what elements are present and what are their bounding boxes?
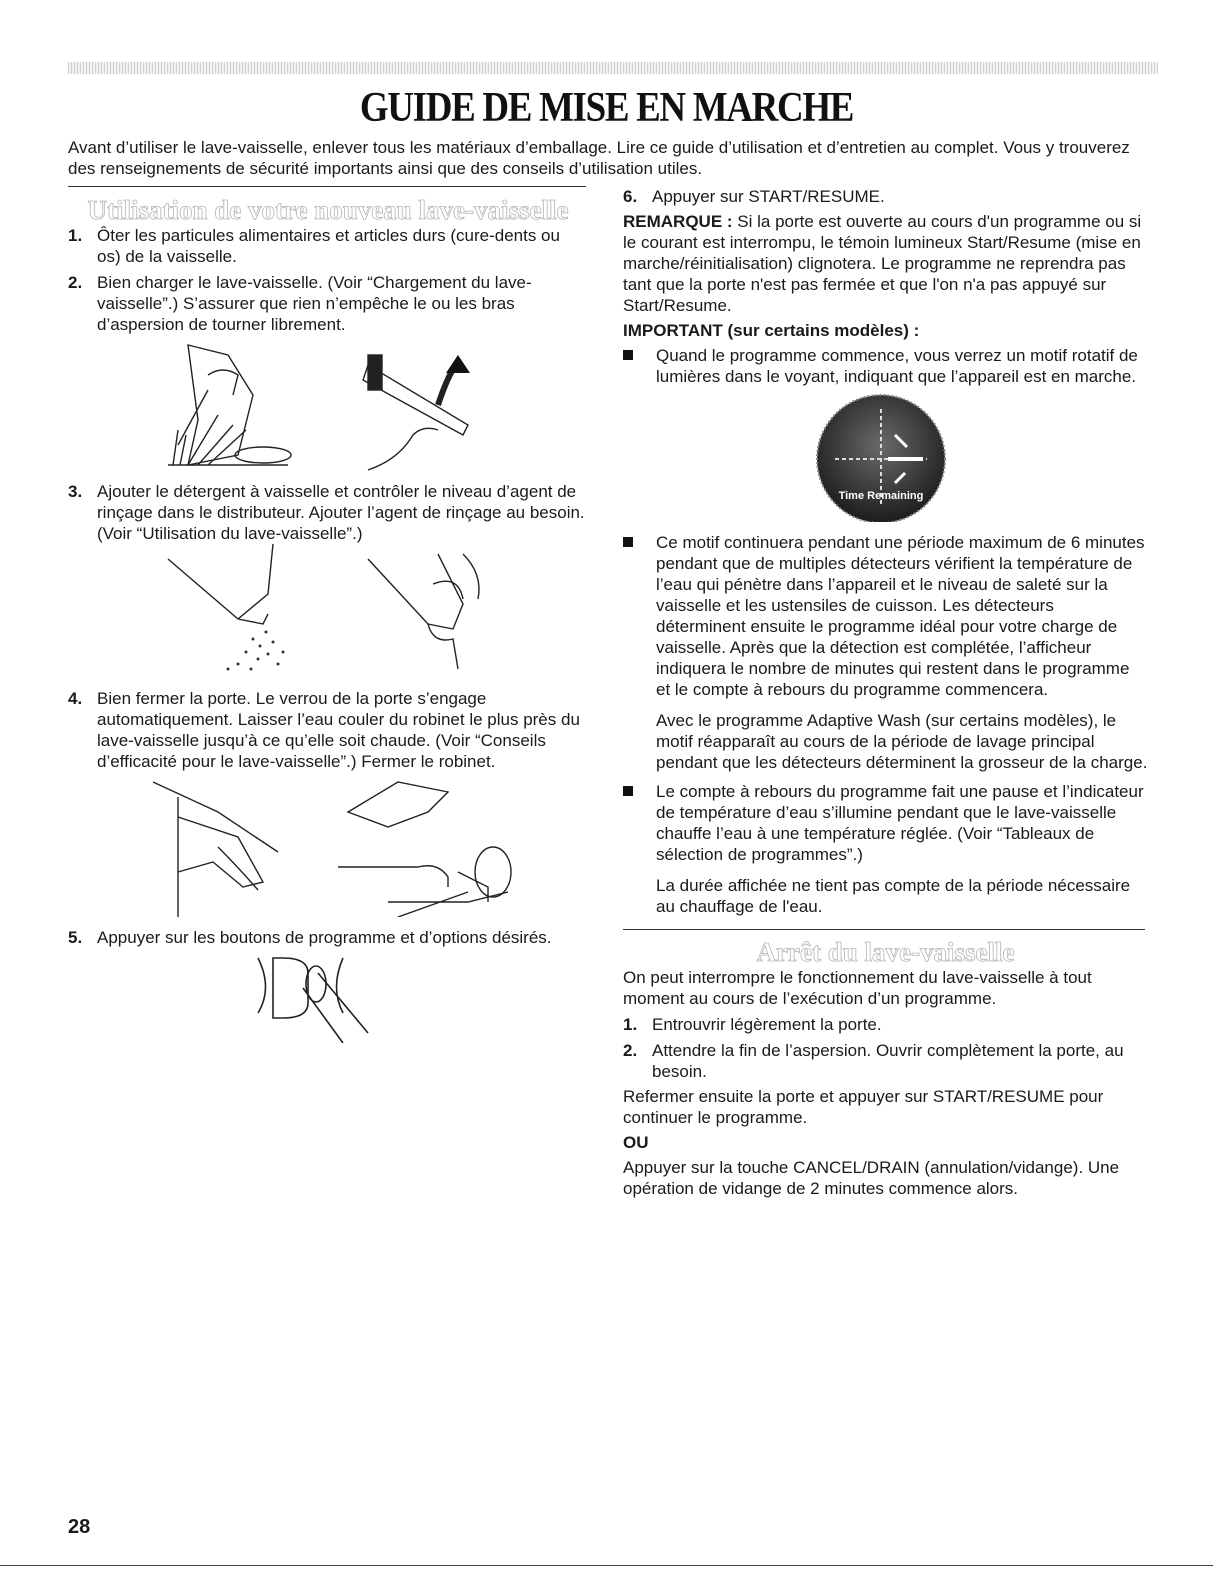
step-2 — [68, 272, 588, 335]
stop-step-2 — [623, 1040, 1148, 1082]
faucet-illustration — [68, 772, 588, 917]
remarque-label: REMARQUE : — [623, 212, 733, 231]
remarque-paragraph — [623, 211, 1148, 316]
bullet-icon — [623, 537, 633, 547]
section-heading-arret: Arrêt du lave-vaisselle — [756, 937, 1015, 967]
ou-label: OU — [623, 1133, 649, 1152]
detergent-powder-icon — [227, 631, 285, 671]
program-button-icon — [258, 958, 266, 1013]
right-column — [623, 186, 1148, 1199]
button-press-illustration — [68, 948, 588, 1043]
bullet-text: Le compte à rebours du programme fait une pause et l’indicateur de température d’eau s’illumine pendant que le lave-vaisselle chauffe l’eau à une température réglée. (Voir “Tableaux de sélection de programmes”.) — [656, 782, 1144, 864]
step-1 — [68, 225, 588, 267]
bullet-text: Quand le programme commence, vous verrez un motif rotatif de lumières dans le voyant, indiquant que l’appareil est en marche. — [656, 346, 1138, 386]
step-number: 2. — [623, 1041, 638, 1060]
step-4 — [68, 688, 588, 772]
step-number: 1. — [623, 1015, 638, 1034]
bullet-text: Ce motif continuera pendant une période maximum de 6 minutes pendant que de multiples détecteurs vérifient la température de l’eau qui pénètre dans l’appareil et le niveau de saleté sur la vaisselle et les ustensiles de cuisson. Les détecteurs déterminent ensuite le programme idéal pour votre charge de vaisselle. Après que la détection est complétée, l’afficheur indiquera le nombre de minutes qui restent dans le programme et le compte à rebours du programme commencera. — [656, 533, 1145, 699]
bullet-icon — [623, 350, 633, 360]
step-5 — [68, 927, 588, 948]
intro-paragraph: Avant d’utiliser le lave-vaisselle, enlever tous les matériaux d’emballage. Lire ce guide d’utilisation et d’entretien au complet. Vous y trouverez des renseignements de sécurité importants ainsi que des conseils d’utilisation utiles. — [68, 138, 1130, 178]
step-6 — [623, 186, 1148, 207]
step-number: 2. — [68, 273, 83, 292]
left-column — [68, 195, 588, 1043]
step-text: Bien fermer la porte. Le verrou de la porte s’engage automatiquement. Laisser l’eau couler du robinet le plus près du lave-vaisselle jusqu’à ce qu’elle soit chaude. (Voir “Conseils d’efficacité pour le lave-vaisselle”.) Fermer le robinet. — [97, 689, 580, 771]
left-column-rule — [68, 186, 586, 187]
section-heading-utilisation: Utilisation de votre nouveau lave-vaisselle — [87, 195, 569, 225]
rotation-arrow-icon — [446, 355, 470, 373]
detergent-illustration — [68, 544, 588, 684]
time-remaining-display — [623, 387, 1148, 522]
decorative-header-band — [68, 62, 1158, 74]
display-label: Time Remaining — [838, 490, 924, 502]
stop-step-1 — [623, 1014, 1148, 1035]
bullet-subparagraph: La durée affichée ne tient pas compte de la période nécessaire au chauffage de l'eau. — [656, 876, 1131, 916]
step-number: 1. — [68, 226, 83, 245]
page-number: 28 — [68, 1516, 91, 1538]
bullet-item — [623, 781, 1148, 865]
step-3 — [68, 481, 588, 544]
page-title: GUIDE DE MISE EN MARCHE — [359, 85, 854, 131]
step-number: 3. — [68, 482, 83, 501]
right-column-rule — [623, 929, 1145, 930]
remarque-text: Si la porte est ouverte au cours d'un programme ou si le courant est interrompu, le témoin lumineux Start/Resume (mise en marche/réinitialisation) clignotera. Le programme ne reprendra pas tant que la porte n'est pas fermée et que l'on n'a pas appuyé sur Start/Resume. — [623, 212, 1142, 315]
step-text: Ôter les particules alimentaires et articles durs (cure-dents ou os) de la vaisselle. — [97, 226, 560, 266]
detergent-box-icon — [168, 559, 238, 619]
bullet-subparagraph: Avec le programme Adaptive Wash (sur certains modèles), le motif réapparaît au cours de la période de lavage principal pendant que les détecteurs déterminent la grosseur de la charge. — [656, 711, 1148, 772]
loading-illustration — [68, 335, 588, 475]
door-closing-icon — [153, 782, 278, 917]
bullet-icon — [623, 786, 633, 796]
faucet-icon — [338, 866, 448, 887]
bullet-item — [623, 345, 1148, 387]
step-text: Ajouter le détergent à vaisselle et contrôler le niveau d’agent de rinçage dans le distributeur. Ajouter l’agent de rinçage au besoin. (Voir “Utilisation du lave-vaisselle”.) — [97, 482, 585, 543]
hand-holding-dish-icon — [188, 345, 253, 465]
step-text: Appuyer sur START/RESUME. — [652, 187, 885, 206]
step-number: 6. — [623, 187, 638, 206]
important-heading: IMPORTANT (sur certains modèles) : — [623, 321, 920, 340]
step-number: 5. — [68, 928, 83, 947]
stop-cancel: Appuyer sur la touche CANCEL/DRAIN (annulation/vidange). Une opération de vidange de 2 minutes commence alors. — [623, 1158, 1120, 1198]
stop-resume: Refermer ensuite la porte et appuyer sur START/RESUME pour continuer le programme. — [623, 1087, 1104, 1127]
bullet-item — [623, 532, 1148, 700]
step-text: Bien charger le lave-vaisselle. (Voir “Chargement du lave-vaisselle”.) S’assurer que rien n’empêche le ou les bras d’aspersion de tourner librement. — [97, 273, 532, 334]
stop-intro: On peut interrompre le fonctionnement du lave-vaisselle à tout moment au cours de l’exécution d’un programme. — [623, 968, 1092, 1008]
step-text: Attendre la fin de l’aspersion. Ouvrir complètement la porte, au besoin. — [652, 1041, 1124, 1081]
step-text: Entrouvrir légèrement la porte. — [652, 1015, 882, 1034]
step-text: Appuyer sur les boutons de programme et d’options désirés. — [97, 928, 552, 947]
finger-icon — [303, 973, 368, 1043]
footer-rule — [0, 1565, 1213, 1566]
step-number: 4. — [68, 689, 83, 708]
